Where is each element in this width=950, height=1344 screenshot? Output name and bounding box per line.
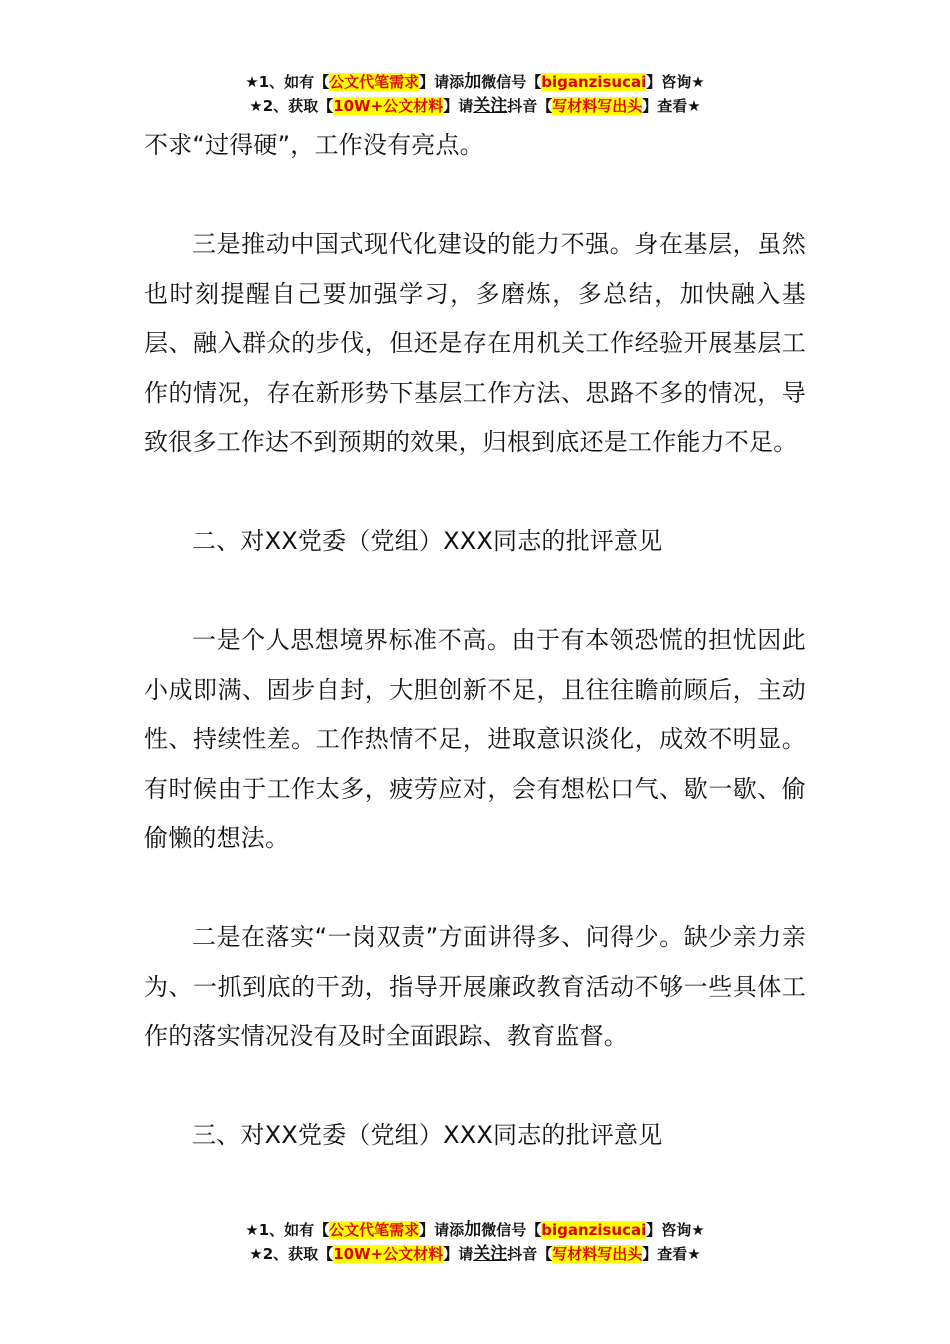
footer-banner (0, 1218, 950, 1266)
section-heading-2: 二、对XX党委（党组）XXX同志的批评意见 (192, 527, 663, 555)
header-banner (0, 70, 950, 118)
highlight-wechat-id: biganzisucai (541, 73, 647, 91)
footer-line-2: ★2、获取【10W+公文材料】请关注抖音【写材料写出头】查看★ (249, 1244, 701, 1264)
highlight-douyin-id: 写材料写出头 (552, 97, 643, 115)
highlight-service: 公文代笔需求 (329, 73, 420, 91)
section-heading-3: 三、对XX党委（党组）XXX同志的批评意见 (192, 1121, 663, 1149)
paragraph-ability: 三是推动中国式现代化建设的能力不强。身在基层，虽然也时刻提醒自己要加强学习，多磨炼，多总结，加快融入基层、融入群众的步伐，但还是存在用机关工作经验开展基层工作的情况，存在新形势下基层工作方法、思路不多的情况，导致很多工作达不到预期的效果，归根到底还是工作能力不足。 (144, 230, 806, 456)
highlight-materials: 10W+公文材料 (333, 97, 444, 115)
paragraph-responsibility: 二是在落实“一岗双责”方面讲得多、问得少。缺少亲力亲为、一抓到底的干劲，指导开展廉政教育活动不够一些具体工作的落实情况没有及时全面跟踪、教育监督。 (144, 923, 806, 1050)
banner-line-2: ★2、获取【10W+公文材料】请关注抖音【写材料写出头】查看★ (249, 96, 701, 116)
paragraph-continuation: 不求“过得硬”，工作没有亮点。 (144, 131, 484, 159)
banner-line-1: ★1、如有【公文代笔需求】请添加微信号【biganzisucai】咨询★ (245, 72, 705, 92)
footer-line-1: ★1、如有【公文代笔需求】请添加微信号【biganzisucai】咨询★ (245, 1220, 705, 1240)
paragraph-thinking: 一是个人思想境界标准不高。由于有本领恐慌的担忧因此小成即满、固步自封，大胆创新不足，且往往瞻前顾后，主动性、持续性差。工作热情不足，进取意识淡化，成效不明显。有时候由于工作太多，疲劳应对，会有想松口气、歇一歇、偷偷懒的想法。 (144, 626, 806, 852)
document-body (144, 121, 806, 1161)
